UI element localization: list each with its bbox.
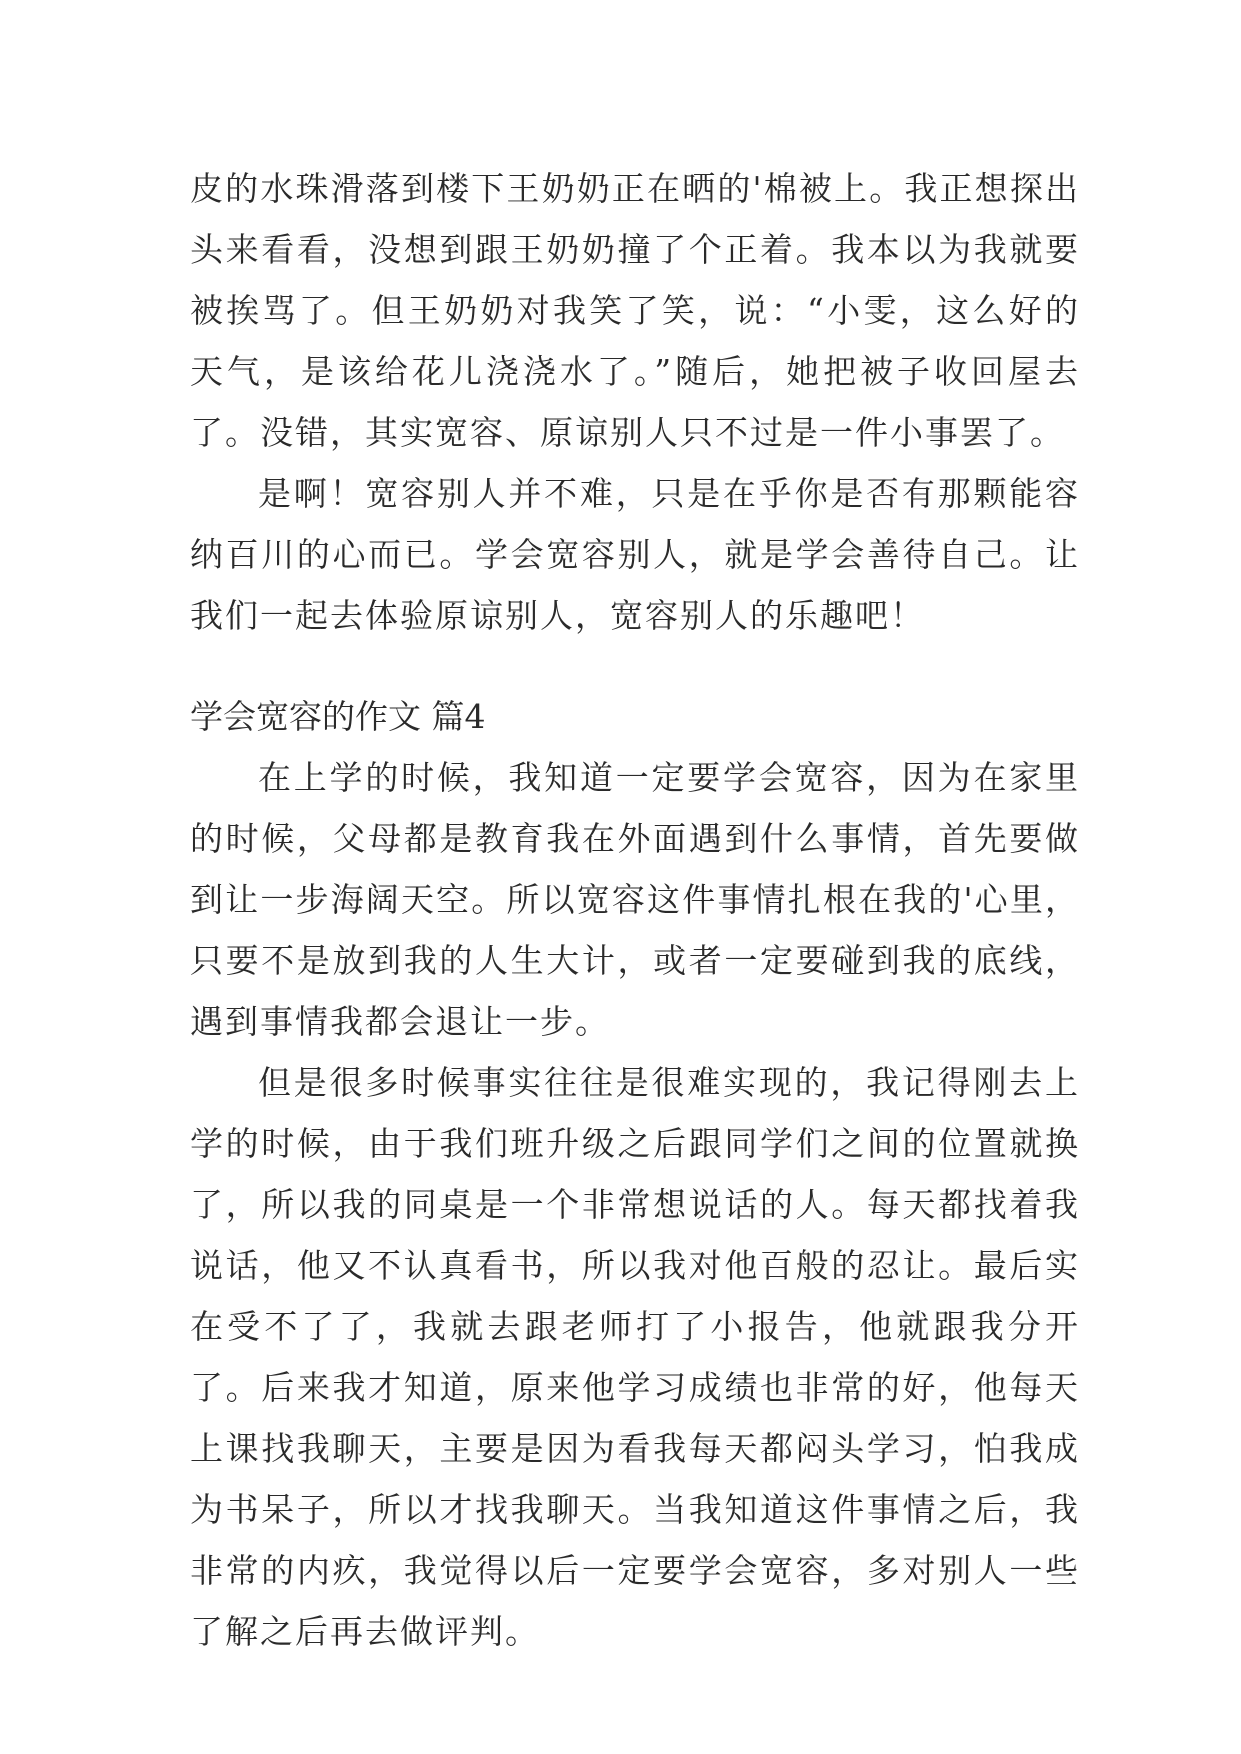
paragraph: 在上学的时候，我知道一定要学会宽容，因为在家里的时候，父母都是教育我在外面遇到什么事情，首先要做到让一步海阔天空。所以宽容这件事情扎根在我的'心里，只要不是放到我的人生大计，或者一定要碰到我的底线，遇到事情我都会退让一步。 bbox=[190, 758, 1080, 1041]
paragraph-continued: 皮的水珠滑落到楼下王奶奶正在晒的'棉被上。我正想探出头来看看，没想到跟王奶奶撞了个正着。我本以为我就要被挨骂了。但王奶奶对我笑了笑，说：“小雯，这么好的天气，是该给花儿浇浇水了。”随后，她把被子收回屋去了。没错，其实宽容、原谅别人只不过是一件小事罢了。 bbox=[190, 169, 1080, 452]
section-heading: 学会宽容的作文 篇4 bbox=[190, 697, 486, 736]
paragraph: 是啊！宽容别人并不难，只是在乎你是否有那颗能容纳百川的心而已。学会宽容别人，就是学会善待自己。让我们一起去体验原谅别人，宽容别人的乐趣吧！ bbox=[190, 474, 1080, 635]
document-body bbox=[190, 158, 1080, 1662]
paragraph: 但是很多时候事实往往是很难实现的，我记得刚去上学的时候，由于我们班升级之后跟同学们之间的位置就换了，所以我的同桌是一个非常想说话的人。每天都找着我说话，他又不认真看书，所以我对他百般的忍让。最后实在受不了了，我就去跟老师打了小报告，他就跟我分开了。后来我才知道，原来他学习成绩也非常的好，他每天上课找我聊天，主要是因为看我每天都闷头学习，怕我成为书呆子，所以才找我聊天。当我知道这件事情之后，我非常的内疚，我觉得以后一定要学会宽容，多对别人一些了解之后再去做评判。 bbox=[190, 1063, 1080, 1651]
